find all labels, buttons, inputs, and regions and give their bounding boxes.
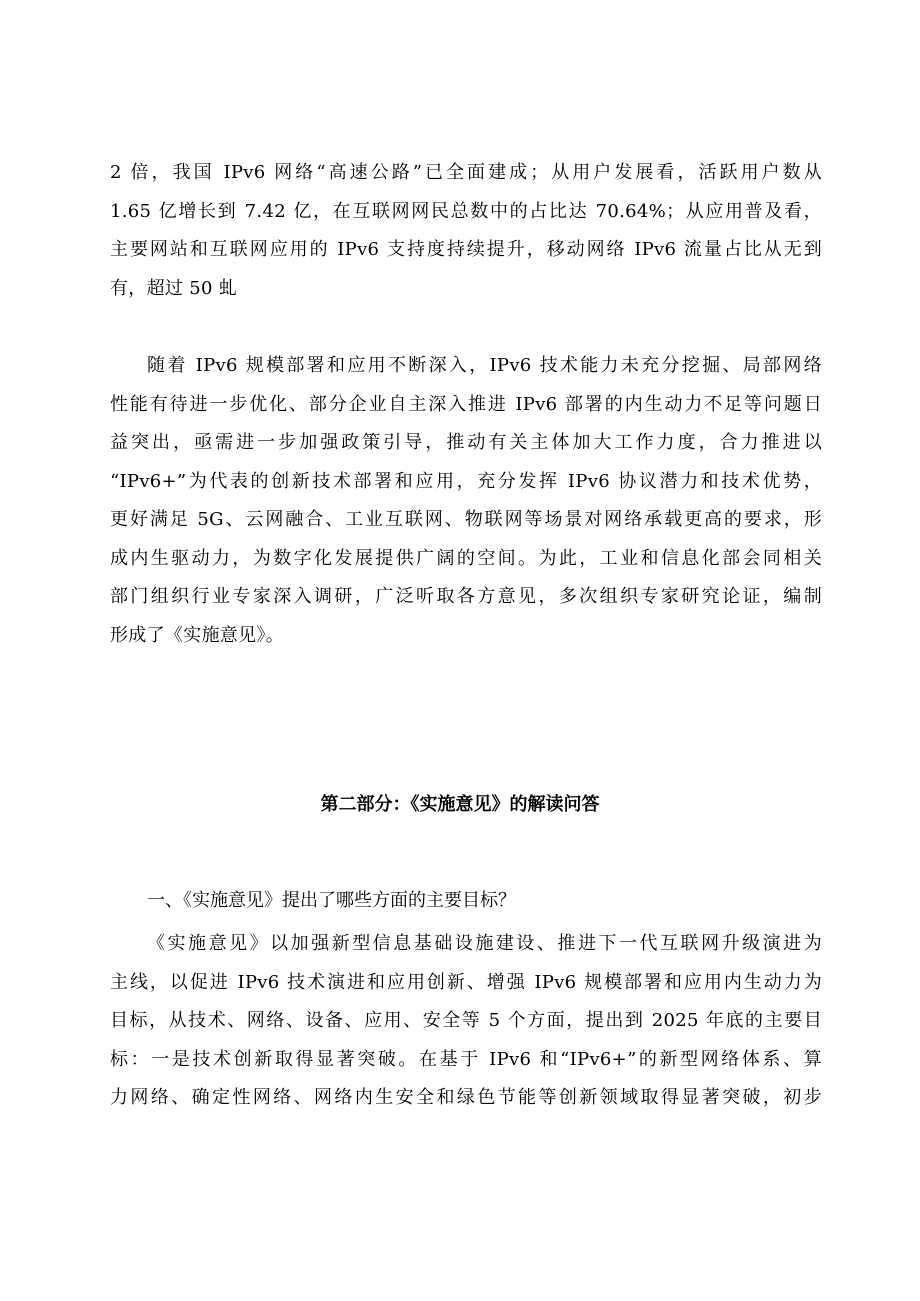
paragraph-line: 益突出，亟需进一步加强政策引导，推动有关主体加大工作力度，合力推进以: [110, 432, 822, 453]
paragraph-line: 《实施意见》以加强新型信息基础设施建设、推进下一代互联网升级演进为: [147, 933, 822, 954]
paragraph-line: 有，超过 50 虬: [110, 277, 238, 299]
paragraph-line: “IPv6+”为代表的创新技术部署和应用，充分发挥 IPv6 协议潜力和技术优势，: [110, 470, 822, 492]
question-heading: 一、《实施意见》提出了哪些方面的主要目标？: [147, 890, 516, 911]
paragraph-line: 形成了《实施意见》。: [110, 624, 284, 646]
paragraph-line: 2 倍，我国 IPv6 网络“高速公路”已全面建成；从用户发展看，活跃用户数从: [110, 162, 822, 183]
paragraph-line: 标：一是技术创新取得显著突破。在基于 IPv6 和“IPv6+”的新型网络体系、算: [110, 1048, 822, 1070]
paragraph-main-goals: [110, 925, 822, 1118]
paragraph-line: 性能有待进一步优化、部分企业自主深入推进 IPv6 部署的内生动力不足等问题日: [110, 393, 822, 415]
paragraph-user-development: [110, 154, 822, 308]
paragraph-background: [110, 347, 822, 655]
paragraph-line: 1.65 亿增长到 7.42 亿，在互联网网民总数中的占比达 70.64%；从应用普及看，: [110, 200, 822, 222]
section-heading: 第二部分：《实施意见》的解读问答: [320, 794, 600, 815]
paragraph-line: 成内生驱动力，为数字化发展提供广阔的空间。为此，工业和信息化部会同相关: [110, 547, 822, 569]
paragraph-line: 更好满足 5G、云网融合、工业互联网、物联网等场景对网络承载更高的要求，形: [110, 509, 822, 530]
paragraph-line: 部门组织行业专家深入调研，广泛听取各方意见，多次组织专家研究论证，编制: [110, 586, 822, 607]
paragraph-line: 目标，从技术、网络、设备、应用、安全等 5 个方面，提出到 2025 年底的主要目: [110, 1010, 822, 1031]
paragraph-line: 力网络、确定性网络、网络内生安全和绿色节能等创新领域取得显著突破，初步: [110, 1087, 822, 1108]
paragraph-line: 随着 IPv6 规模部署和应用不断深入，IPv6 技术能力未充分挖掘、局部网络: [147, 355, 822, 376]
paragraph-line: 主要网站和互联网应用的 IPv6 支持度持续提升，移动网络 IPv6 流量占比从无到: [110, 239, 822, 260]
paragraph-line: 主线，以促进 IPv6 技术演进和应用创新、增强 IPv6 规模部署和应用内生动力为: [110, 971, 822, 993]
